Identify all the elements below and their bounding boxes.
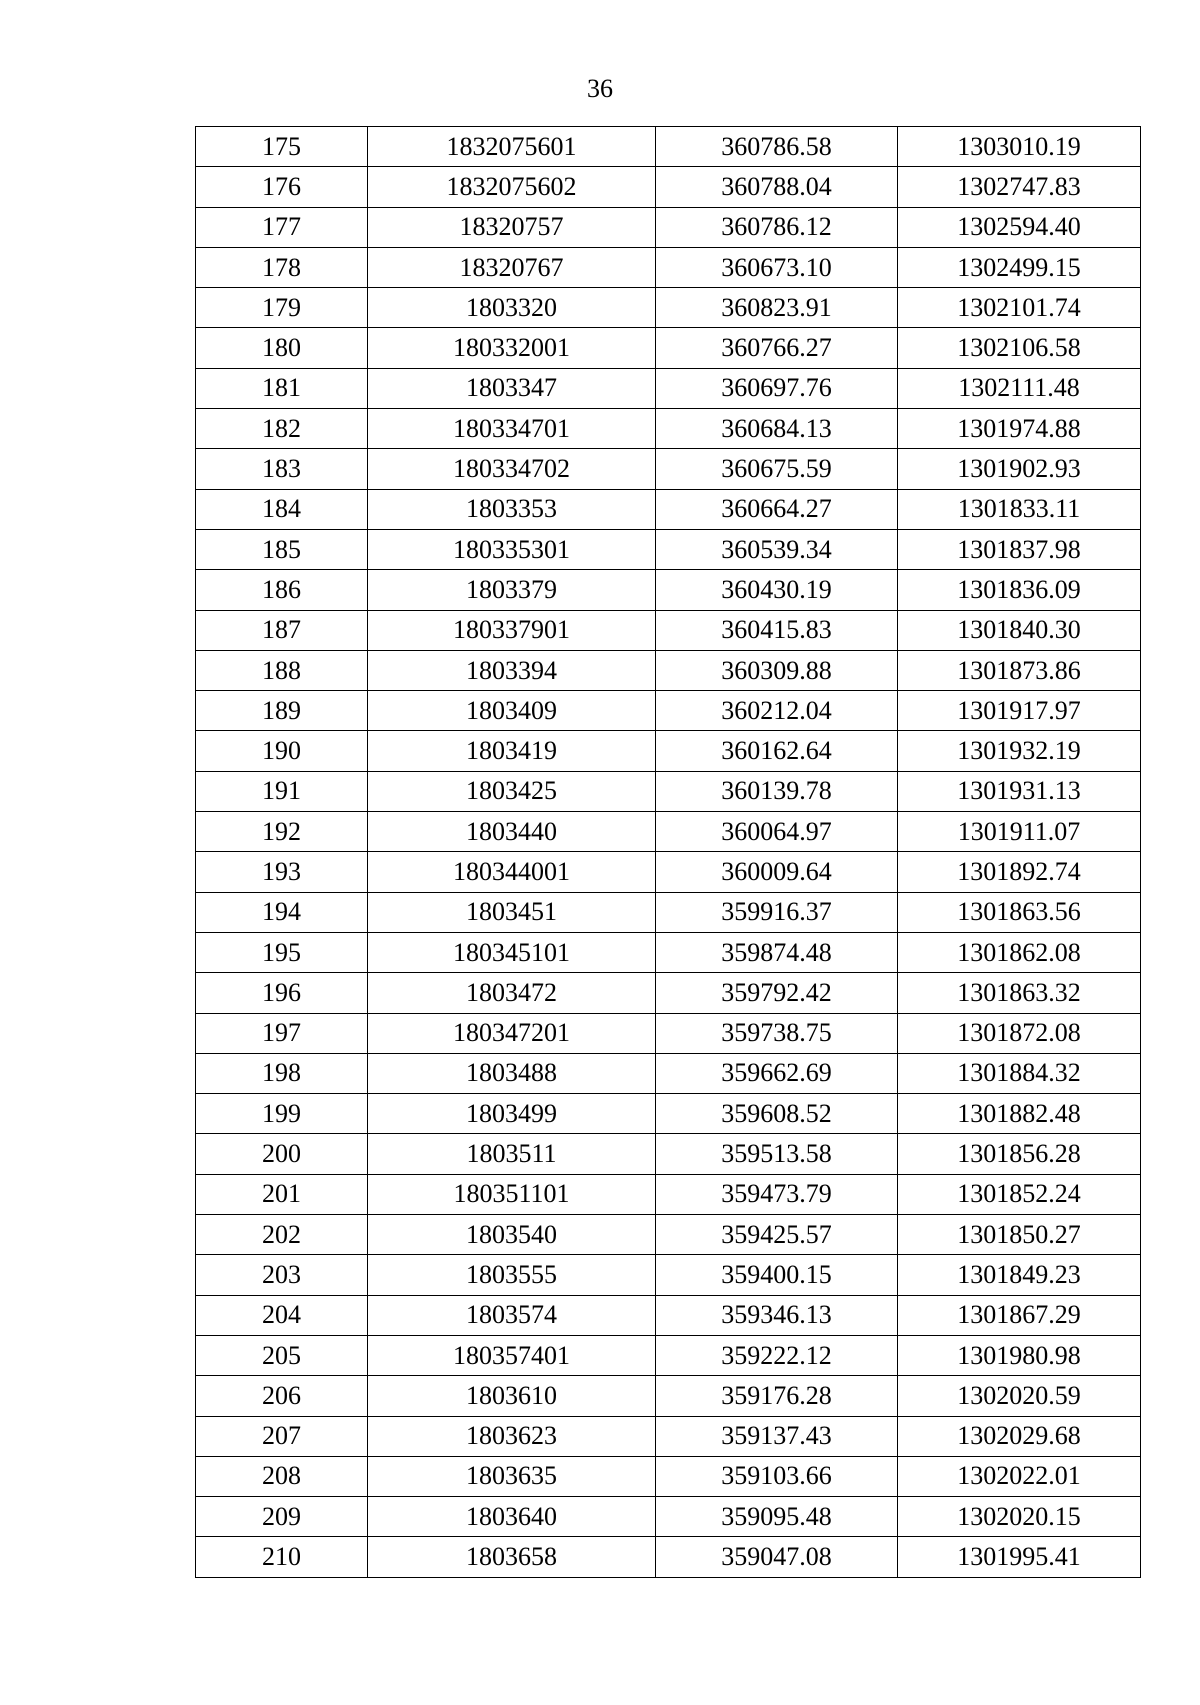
x-coordinate-cell: 359738.75 [656, 1013, 898, 1053]
table-row [196, 973, 1141, 1013]
table-row [196, 449, 1141, 489]
table-row [196, 1255, 1141, 1295]
x-coordinate-cell: 359608.52 [656, 1094, 898, 1134]
y-coordinate-cell: 1301931.13 [898, 771, 1141, 811]
point-id-cell: 1803347 [368, 368, 656, 408]
y-coordinate-cell: 1302499.15 [898, 247, 1141, 287]
y-coordinate-cell: 1301833.11 [898, 489, 1141, 529]
table-row [196, 328, 1141, 368]
row-number-cell: 187 [196, 610, 368, 650]
row-number-cell: 183 [196, 449, 368, 489]
y-coordinate-cell: 1301884.32 [898, 1053, 1141, 1093]
table-row [196, 288, 1141, 328]
x-coordinate-cell: 360539.34 [656, 529, 898, 569]
table-row [196, 127, 1141, 167]
y-coordinate-cell: 1302101.74 [898, 288, 1141, 328]
y-coordinate-cell: 1301849.23 [898, 1255, 1141, 1295]
table-row [196, 812, 1141, 852]
y-coordinate-cell: 1302106.58 [898, 328, 1141, 368]
row-number-cell: 196 [196, 973, 368, 1013]
row-number-cell: 192 [196, 812, 368, 852]
row-number-cell: 199 [196, 1094, 368, 1134]
row-number-cell: 181 [196, 368, 368, 408]
table-row [196, 489, 1141, 529]
row-number-cell: 194 [196, 892, 368, 932]
x-coordinate-cell: 359047.08 [656, 1537, 898, 1577]
table-row [196, 1053, 1141, 1093]
y-coordinate-cell: 1301932.19 [898, 731, 1141, 771]
point-id-cell: 1803320 [368, 288, 656, 328]
y-coordinate-cell: 1301852.24 [898, 1174, 1141, 1214]
x-coordinate-cell: 359137.43 [656, 1416, 898, 1456]
table-row [196, 731, 1141, 771]
table-row [196, 1335, 1141, 1375]
y-coordinate-cell: 1301836.09 [898, 570, 1141, 610]
y-coordinate-cell: 1301917.97 [898, 691, 1141, 731]
row-number-cell: 209 [196, 1497, 368, 1537]
x-coordinate-cell: 360009.64 [656, 852, 898, 892]
point-id-cell: 1832075602 [368, 167, 656, 207]
x-coordinate-cell: 359095.48 [656, 1497, 898, 1537]
table-row [196, 771, 1141, 811]
table-row [196, 529, 1141, 569]
table-row [196, 852, 1141, 892]
row-number-cell: 177 [196, 207, 368, 247]
table-row [196, 1215, 1141, 1255]
table-row [196, 247, 1141, 287]
page-number: 36 [587, 74, 613, 103]
y-coordinate-cell: 1301867.29 [898, 1295, 1141, 1335]
row-number-cell: 186 [196, 570, 368, 610]
point-id-cell: 1803623 [368, 1416, 656, 1456]
point-id-cell: 1803574 [368, 1295, 656, 1335]
x-coordinate-cell: 359513.58 [656, 1134, 898, 1174]
y-coordinate-cell: 1301882.48 [898, 1094, 1141, 1134]
point-id-cell: 180337901 [368, 610, 656, 650]
x-coordinate-cell: 359176.28 [656, 1376, 898, 1416]
table-row [196, 610, 1141, 650]
point-id-cell: 18320767 [368, 247, 656, 287]
y-coordinate-cell: 1302747.83 [898, 167, 1141, 207]
x-coordinate-cell: 360823.91 [656, 288, 898, 328]
row-number-cell: 185 [196, 529, 368, 569]
point-id-cell: 1803658 [368, 1537, 656, 1577]
row-number-cell: 178 [196, 247, 368, 287]
y-coordinate-cell: 1302020.59 [898, 1376, 1141, 1416]
y-coordinate-cell: 1302594.40 [898, 207, 1141, 247]
x-coordinate-cell: 359103.66 [656, 1456, 898, 1496]
point-id-cell: 180334701 [368, 409, 656, 449]
row-number-cell: 195 [196, 932, 368, 972]
point-id-cell: 1803610 [368, 1376, 656, 1416]
row-number-cell: 198 [196, 1053, 368, 1093]
y-coordinate-cell: 1301850.27 [898, 1215, 1141, 1255]
x-coordinate-cell: 360673.10 [656, 247, 898, 287]
row-number-cell: 184 [196, 489, 368, 529]
point-id-cell: 1803499 [368, 1094, 656, 1134]
x-coordinate-cell: 359425.57 [656, 1215, 898, 1255]
y-coordinate-cell: 1301863.32 [898, 973, 1141, 1013]
y-coordinate-cell: 1301863.56 [898, 892, 1141, 932]
x-coordinate-cell: 360788.04 [656, 167, 898, 207]
x-coordinate-cell: 359792.42 [656, 973, 898, 1013]
x-coordinate-cell: 360786.12 [656, 207, 898, 247]
y-coordinate-cell: 1302111.48 [898, 368, 1141, 408]
x-coordinate-cell: 360664.27 [656, 489, 898, 529]
point-id-cell: 1832075601 [368, 127, 656, 167]
row-number-cell: 197 [196, 1013, 368, 1053]
y-coordinate-cell: 1301974.88 [898, 409, 1141, 449]
row-number-cell: 210 [196, 1537, 368, 1577]
y-coordinate-cell: 1301980.98 [898, 1335, 1141, 1375]
y-coordinate-cell: 1301995.41 [898, 1537, 1141, 1577]
x-coordinate-cell: 360212.04 [656, 691, 898, 731]
table-row [196, 1174, 1141, 1214]
y-coordinate-cell: 1301892.74 [898, 852, 1141, 892]
point-id-cell: 18320757 [368, 207, 656, 247]
point-id-cell: 1803353 [368, 489, 656, 529]
row-number-cell: 190 [196, 731, 368, 771]
x-coordinate-cell: 359874.48 [656, 932, 898, 972]
table-row [196, 1497, 1141, 1537]
row-number-cell: 204 [196, 1295, 368, 1335]
table-row [196, 932, 1141, 972]
point-id-cell: 1803635 [368, 1456, 656, 1496]
x-coordinate-cell: 360675.59 [656, 449, 898, 489]
x-coordinate-cell: 359916.37 [656, 892, 898, 932]
point-id-cell: 180335301 [368, 529, 656, 569]
coordinates-table [195, 126, 1141, 1578]
x-coordinate-cell: 359222.12 [656, 1335, 898, 1375]
table-row [196, 1537, 1141, 1577]
table-row [196, 1376, 1141, 1416]
table-row [196, 368, 1141, 408]
table-row [196, 1295, 1141, 1335]
point-id-cell: 1803409 [368, 691, 656, 731]
coordinates-table-body [196, 127, 1141, 1578]
point-id-cell: 180351101 [368, 1174, 656, 1214]
x-coordinate-cell: 360309.88 [656, 650, 898, 690]
table-row [196, 1456, 1141, 1496]
row-number-cell: 207 [196, 1416, 368, 1456]
y-coordinate-cell: 1302022.01 [898, 1456, 1141, 1496]
y-coordinate-cell: 1301872.08 [898, 1013, 1141, 1053]
x-coordinate-cell: 360430.19 [656, 570, 898, 610]
point-id-cell: 1803488 [368, 1053, 656, 1093]
point-id-cell: 1803511 [368, 1134, 656, 1174]
y-coordinate-cell: 1301837.98 [898, 529, 1141, 569]
row-number-cell: 206 [196, 1376, 368, 1416]
table-row [196, 207, 1141, 247]
x-coordinate-cell: 359400.15 [656, 1255, 898, 1295]
y-coordinate-cell: 1302029.68 [898, 1416, 1141, 1456]
point-id-cell: 180344001 [368, 852, 656, 892]
row-number-cell: 203 [196, 1255, 368, 1295]
x-coordinate-cell: 360684.13 [656, 409, 898, 449]
row-number-cell: 208 [196, 1456, 368, 1496]
table-row [196, 892, 1141, 932]
row-number-cell: 188 [196, 650, 368, 690]
table-row [196, 1013, 1141, 1053]
table-row [196, 691, 1141, 731]
point-id-cell: 1803440 [368, 812, 656, 852]
y-coordinate-cell: 1302020.15 [898, 1497, 1141, 1537]
table-row [196, 167, 1141, 207]
point-id-cell: 1803540 [368, 1215, 656, 1255]
point-id-cell: 1803472 [368, 973, 656, 1013]
table-row [196, 1134, 1141, 1174]
table-row [196, 650, 1141, 690]
row-number-cell: 202 [196, 1215, 368, 1255]
table-row [196, 570, 1141, 610]
row-number-cell: 193 [196, 852, 368, 892]
x-coordinate-cell: 360697.76 [656, 368, 898, 408]
table-row [196, 409, 1141, 449]
point-id-cell: 1803379 [368, 570, 656, 610]
y-coordinate-cell: 1301862.08 [898, 932, 1141, 972]
x-coordinate-cell: 360786.58 [656, 127, 898, 167]
row-number-cell: 205 [196, 1335, 368, 1375]
point-id-cell: 1803425 [368, 771, 656, 811]
x-coordinate-cell: 359662.69 [656, 1053, 898, 1093]
point-id-cell: 1803394 [368, 650, 656, 690]
row-number-cell: 200 [196, 1134, 368, 1174]
y-coordinate-cell: 1303010.19 [898, 127, 1141, 167]
x-coordinate-cell: 360139.78 [656, 771, 898, 811]
table-row [196, 1094, 1141, 1134]
y-coordinate-cell: 1301840.30 [898, 610, 1141, 650]
y-coordinate-cell: 1301911.07 [898, 812, 1141, 852]
y-coordinate-cell: 1301873.86 [898, 650, 1141, 690]
x-coordinate-cell: 360064.97 [656, 812, 898, 852]
row-number-cell: 176 [196, 167, 368, 207]
y-coordinate-cell: 1301856.28 [898, 1134, 1141, 1174]
point-id-cell: 180332001 [368, 328, 656, 368]
y-coordinate-cell: 1301902.93 [898, 449, 1141, 489]
row-number-cell: 182 [196, 409, 368, 449]
row-number-cell: 175 [196, 127, 368, 167]
row-number-cell: 189 [196, 691, 368, 731]
table-row [196, 1416, 1141, 1456]
x-coordinate-cell: 360766.27 [656, 328, 898, 368]
x-coordinate-cell: 360415.83 [656, 610, 898, 650]
point-id-cell: 180345101 [368, 932, 656, 972]
point-id-cell: 1803640 [368, 1497, 656, 1537]
point-id-cell: 1803419 [368, 731, 656, 771]
point-id-cell: 180334702 [368, 449, 656, 489]
x-coordinate-cell: 360162.64 [656, 731, 898, 771]
x-coordinate-cell: 359473.79 [656, 1174, 898, 1214]
point-id-cell: 1803451 [368, 892, 656, 932]
point-id-cell: 1803555 [368, 1255, 656, 1295]
row-number-cell: 191 [196, 771, 368, 811]
row-number-cell: 180 [196, 328, 368, 368]
point-id-cell: 180347201 [368, 1013, 656, 1053]
x-coordinate-cell: 359346.13 [656, 1295, 898, 1335]
row-number-cell: 179 [196, 288, 368, 328]
point-id-cell: 180357401 [368, 1335, 656, 1375]
row-number-cell: 201 [196, 1174, 368, 1214]
